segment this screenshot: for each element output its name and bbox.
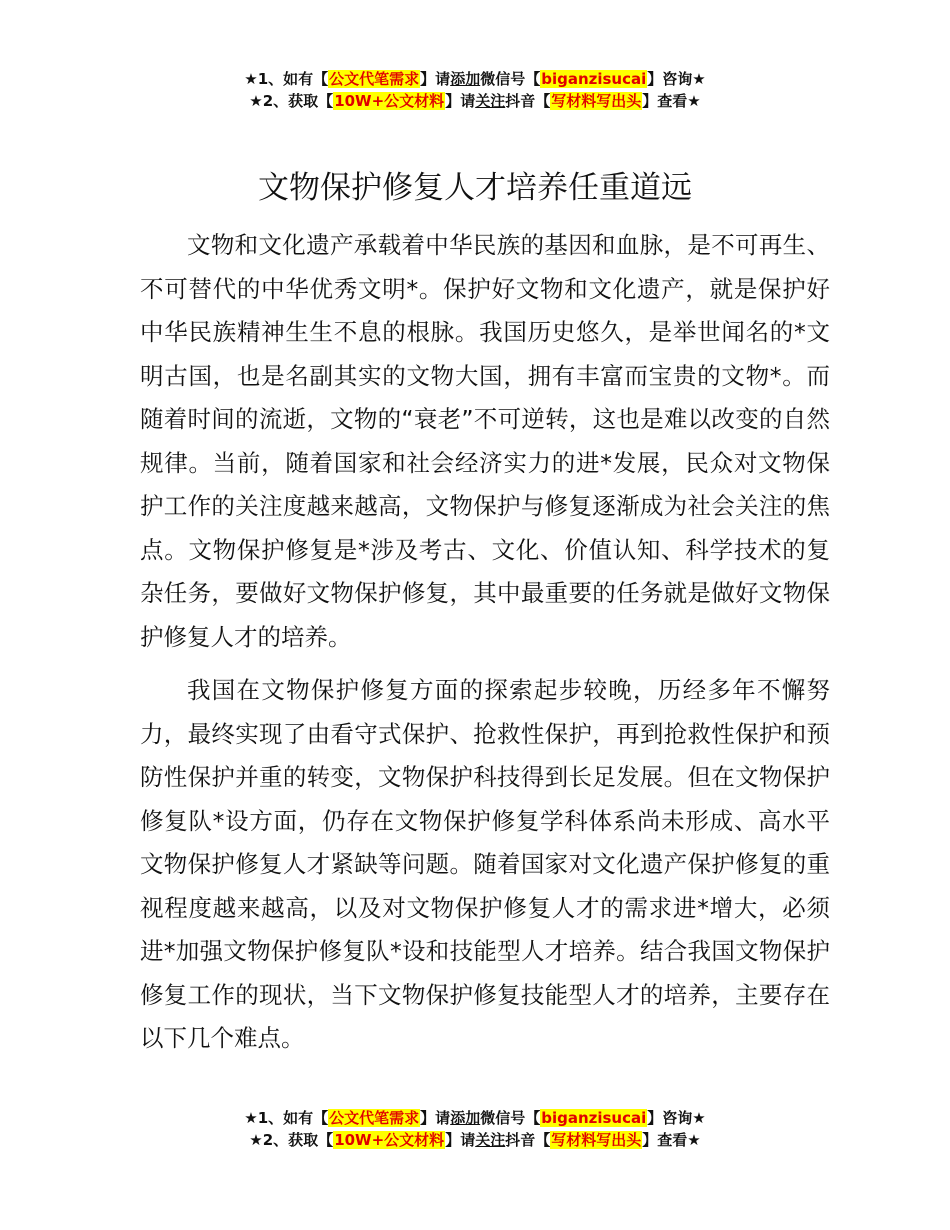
banner-highlight: biganzisucai bbox=[541, 70, 647, 88]
banner-text: 微信号【 bbox=[480, 70, 541, 88]
banner-highlight: 10W+公文材料 bbox=[334, 1131, 445, 1149]
header-banner bbox=[0, 68, 950, 112]
banner-text: ★2、获取【 bbox=[249, 92, 334, 110]
banner-highlight: 写材料写出头 bbox=[551, 92, 642, 110]
page-title: 文物保护修复人才培养任重道远 bbox=[258, 170, 692, 206]
banner-text: 】查看★ bbox=[642, 1131, 701, 1149]
banner-underlined-text: 添加 bbox=[450, 1109, 481, 1127]
banner-text: 】请 bbox=[445, 92, 476, 110]
banner-text: ★1、如有【 bbox=[244, 1109, 329, 1127]
banner-text: 微信号【 bbox=[480, 1109, 541, 1127]
banner-line-2 bbox=[0, 1129, 950, 1151]
banner-underlined-text: 添加 bbox=[450, 70, 481, 88]
banner-highlight: biganzisucai bbox=[541, 1109, 647, 1127]
banner-highlight: 公文代笔需求 bbox=[329, 70, 420, 88]
banner-text: ★1、如有【 bbox=[244, 70, 329, 88]
footer-banner bbox=[0, 1107, 950, 1151]
banner-text: 抖音【 bbox=[505, 92, 551, 110]
banner-text: 】查看★ bbox=[642, 92, 701, 110]
banner-text: 】请 bbox=[420, 1109, 451, 1127]
paragraph-1: 文物和文化遗产承载着中华民族的基因和血脉，是不可再生、不可替代的中华优秀文明*。保护好文物和文化遗产，就是保护好中华民族精神生生不息的根脉。我国历史悠久，是举世闻名的*文明古国，也是名副其实的文物大国，拥有丰富而宝贵的文物*。而随着时间的流逝，文物的“衰老”不可逆转，这也是难以改变的自然规律。当前，随着国家和社会经济实力的进*发展，民众对文物保护工作的关注度越来越高，文物保护与修复逐渐成为社会关注的焦点。文物保护修复是*涉及考古、文化、价值认知、科学技术的复杂任务，要做好文物保护修复，其中最重要的任务就是做好文物保护修复人才的培养。 bbox=[140, 231, 830, 651]
banner-line-2 bbox=[0, 90, 950, 112]
banner-line-1 bbox=[0, 1107, 950, 1129]
document-body bbox=[140, 224, 830, 1071]
paragraph-2: 我国在文物保护修复方面的探索起步较晚，历经多年不懈努力，最终实现了由看守式保护、抢救性保护，再到抢救性保护和预防性保护并重的转变，文物保护科技得到长足发展。但在文物保护修复队*设方面，仍存在文物保护修复学科体系尚未形成、高水平文物保护修复人才紧缺等问题。随着国家对文化遗产保护修复的重视程度越来越高，以及对文物保护修复人才的需求进*增大，必须进*加强文物保护修复队*设和技能型人才培养。结合我国文物保护修复工作的现状，当下文物保护修复技能型人才的培养，主要存在以下几个难点。 bbox=[140, 676, 830, 1052]
banner-highlight: 写材料写出头 bbox=[551, 1131, 642, 1149]
banner-highlight: 10W+公文材料 bbox=[334, 92, 445, 110]
banner-text: 】咨询★ bbox=[647, 70, 706, 88]
banner-text: 】咨询★ bbox=[647, 1109, 706, 1127]
banner-underlined-text: 关注 bbox=[475, 1131, 506, 1149]
banner-highlight: 公文代笔需求 bbox=[329, 1109, 420, 1127]
banner-text: 抖音【 bbox=[505, 1131, 551, 1149]
banner-line-1 bbox=[0, 68, 950, 90]
banner-text: ★2、获取【 bbox=[249, 1131, 334, 1149]
banner-text: 】请 bbox=[445, 1131, 476, 1149]
banner-text: 】请 bbox=[420, 70, 451, 88]
banner-underlined-text: 关注 bbox=[475, 92, 506, 110]
